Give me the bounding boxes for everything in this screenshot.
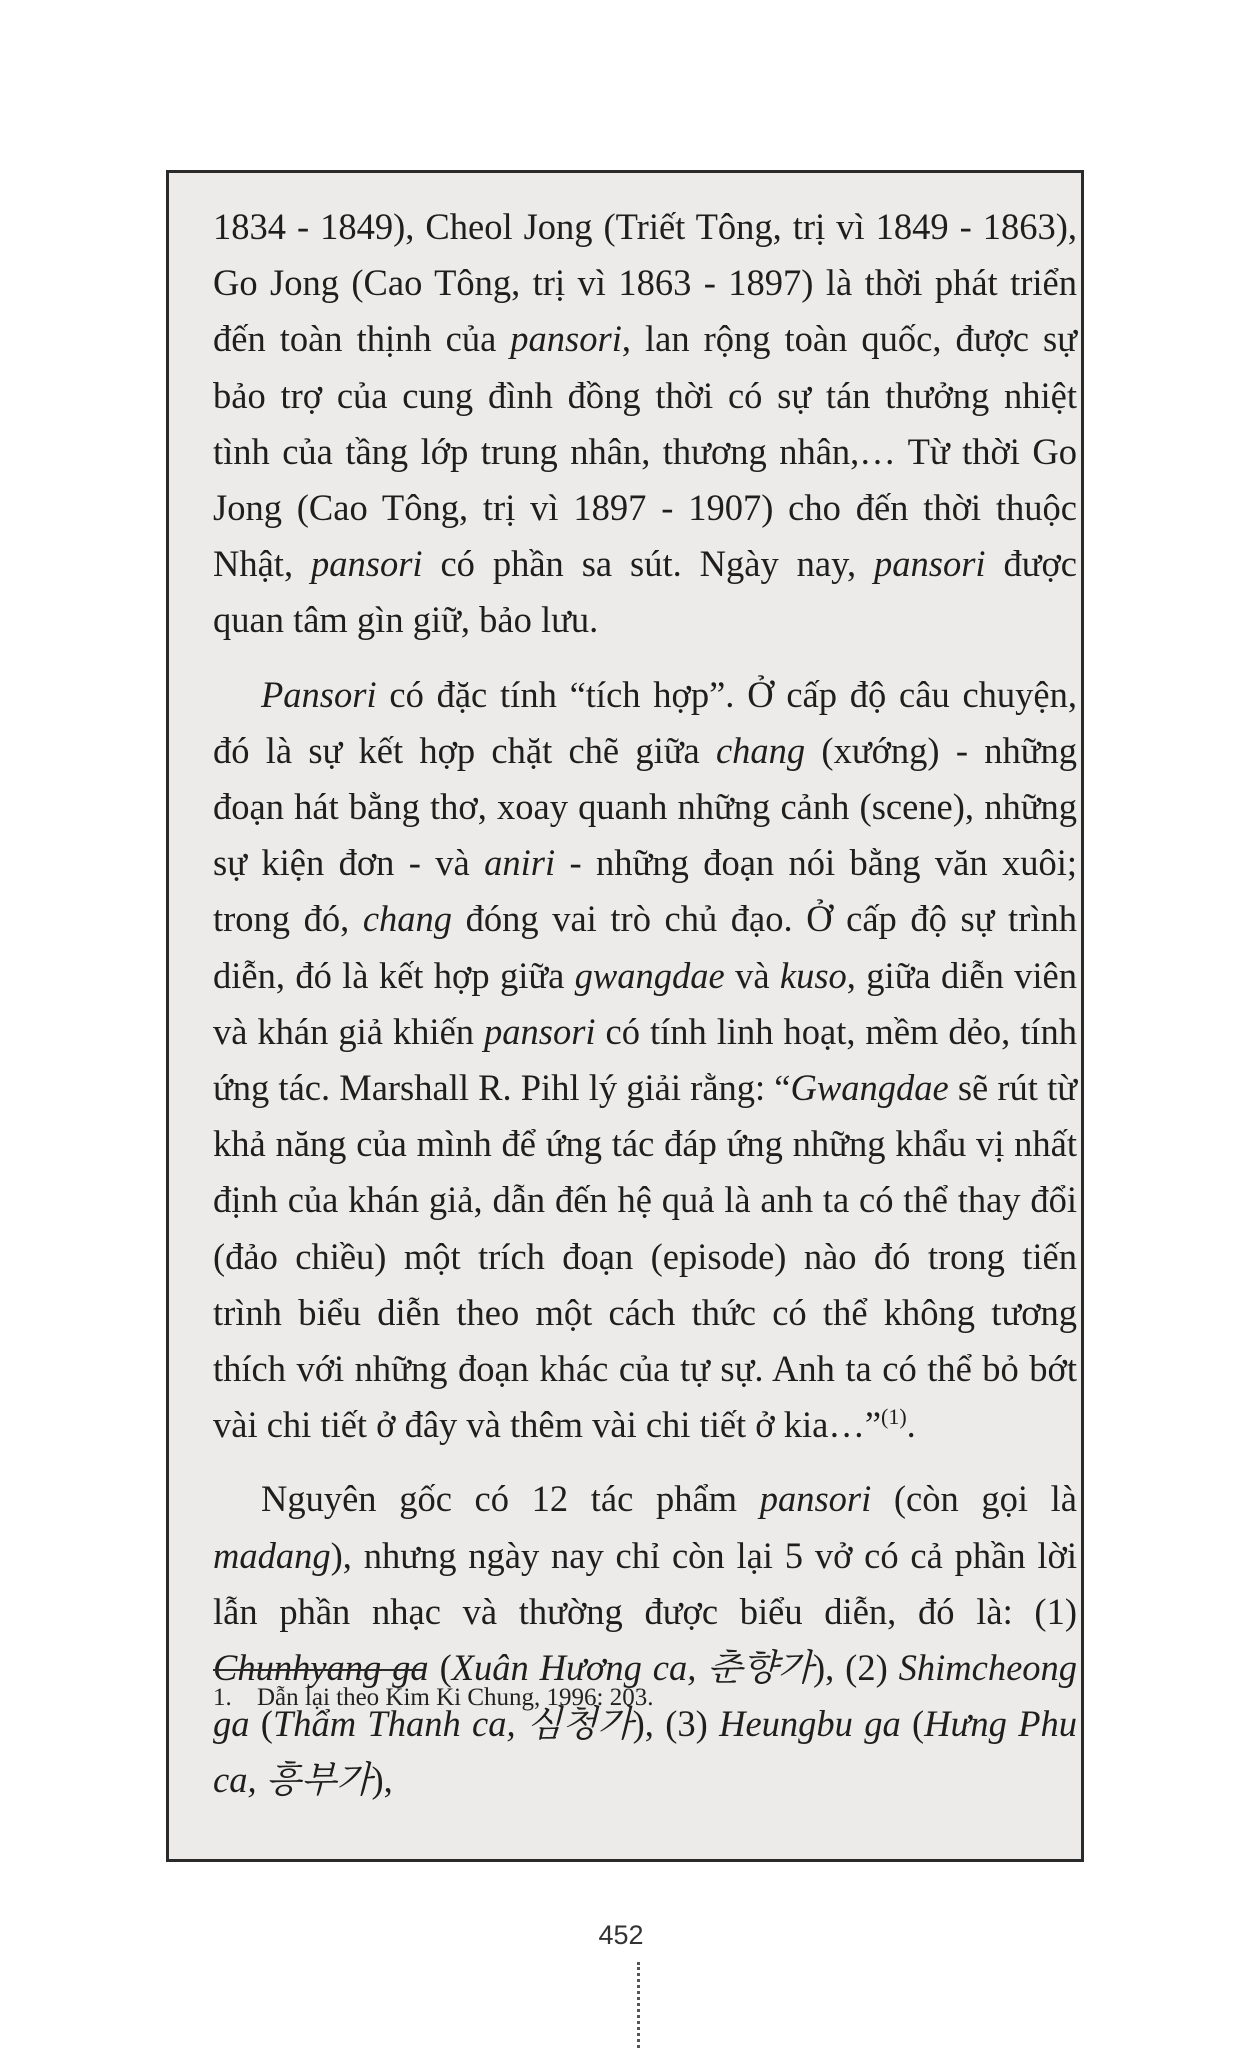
footnote bbox=[213, 1681, 1073, 1715]
italic-text-run: madang bbox=[213, 1534, 331, 1576]
italic-text-run: Xuân Hương ca, 춘향가 bbox=[451, 1647, 814, 1689]
italic-text-run: pansori bbox=[873, 543, 986, 585]
text-run: có phần sa sút. Ngày nay, bbox=[422, 543, 874, 585]
footnote-divider bbox=[213, 1669, 423, 1671]
paragraph bbox=[213, 199, 1077, 649]
italic-text-run: chang bbox=[715, 729, 806, 771]
text-run: ( bbox=[428, 1647, 452, 1689]
text-run: , lan rộng toàn quốc, được sự bảo trợ của cung đình đồng thời có sự tán thưởng nhiệt tình của tầng lớp trung nhân, thương nhân,… Từ thời Go Jong (Cao Tông, trị vì 1897 - 1907) cho đến thời thuộc Nhật, bbox=[213, 318, 1077, 585]
text-run: ), (3) bbox=[632, 1703, 720, 1745]
italic-text-run: kuso bbox=[779, 954, 847, 996]
text-run: có tính linh hoạt, mềm dẻo, tính ứng tác. Marshall R. Pihl lý giải rằng: “ bbox=[213, 1010, 1077, 1109]
footnote-number: 1. bbox=[213, 1684, 232, 1711]
text-run: được quan tâm gìn giữ, bảo lưu. bbox=[213, 543, 1077, 641]
page-number: 452 bbox=[598, 1920, 644, 1950]
text-run: . bbox=[906, 1404, 916, 1446]
italic-text-run: Chunhyang ga bbox=[213, 1647, 429, 1689]
body-text bbox=[213, 199, 1077, 1809]
italic-text-run: pansori bbox=[510, 318, 622, 360]
text-run: 1834 - 1849), Cheol Jong (Triết Tông, trị vì 1849 - 1863), Go Jong (Cao Tông, trị vì 1863 - 1897) là thời phát triển đến toàn thịnh của bbox=[213, 206, 1077, 360]
text-run: , giữa diễn viên và khán giả khiến bbox=[213, 954, 1078, 1052]
footnote-text: Dẫn lại theo Kim Ki Chung, 1996: 203. bbox=[257, 1684, 654, 1711]
italic-text-run: chang bbox=[362, 898, 453, 940]
text-run: ( bbox=[249, 1703, 273, 1745]
text-run: (xướng) - những đoạn hát bằng thơ, xoay quanh những cảnh (scene), những sự kiện đơn - và bbox=[213, 729, 1077, 884]
text-run: đóng vai trò chủ đạo. Ở cấp độ sự trình diễn, đó là kết hợp giữa bbox=[213, 898, 1077, 996]
italic-text-run: Hưng Phu ca, 흥부가 bbox=[213, 1703, 1078, 1801]
text-run: và bbox=[724, 954, 780, 996]
text-run: ), bbox=[371, 1759, 393, 1801]
italic-text-run: Shimcheong ga bbox=[213, 1647, 1078, 1745]
footnote-reference: (1) bbox=[881, 1404, 907, 1430]
text-run: Nguyên gốc có 12 tác phẩm bbox=[261, 1478, 760, 1520]
italic-text-run: pansori bbox=[484, 1010, 596, 1052]
text-run: ), (2) bbox=[813, 1647, 899, 1689]
italic-text-run: aniri bbox=[484, 842, 556, 884]
italic-text-run: pansori bbox=[311, 543, 423, 585]
paragraph bbox=[213, 667, 1077, 1454]
italic-text-run: Gwangdae bbox=[790, 1067, 949, 1109]
paragraph bbox=[213, 1471, 1077, 1808]
italic-text-run: Pansori bbox=[261, 673, 377, 715]
italic-text-run: Heungbu ga bbox=[719, 1703, 901, 1745]
italic-text-run: pansori bbox=[759, 1478, 872, 1520]
text-run: sẽ rút từ khả năng của mình để ứng tác đáp ứng những khẩu vị nhất định của khán giả, dẫn đến hệ quả là anh ta có thể thay đổi (đảo chiều) một trích đoạn (episode) nào đó trong tiến trình biểu diễn theo một cách thức có thể không tương thích với những đoạn khác của tự sự. Anh ta có thể bỏ bớt vài chi tiết ở đây và thêm vài chi tiết ở kia…” bbox=[213, 1067, 1077, 1446]
italic-text-run: gwangdae bbox=[574, 954, 725, 996]
text-run: (còn gọi là bbox=[871, 1478, 1078, 1520]
text-run: ( bbox=[900, 1703, 925, 1745]
dotted-divider bbox=[637, 1962, 640, 2048]
text-run: có đặc tính “tích hợp”. Ở cấp độ câu chuyện, đó là sự kết hợp chặt chẽ giữa bbox=[213, 673, 1077, 771]
text-run: - những đoạn nói bằng văn xuôi; trong đó, bbox=[213, 842, 1077, 940]
italic-text-run: Thẩm Thanh ca, 심청가 bbox=[272, 1703, 633, 1745]
text-run: ), nhưng ngày nay chỉ còn lại 5 vở có cả phần lời lẫn phần nhạc và thường được biểu diễn, đó là: (1) bbox=[213, 1534, 1077, 1632]
page-frame bbox=[166, 170, 1084, 1862]
